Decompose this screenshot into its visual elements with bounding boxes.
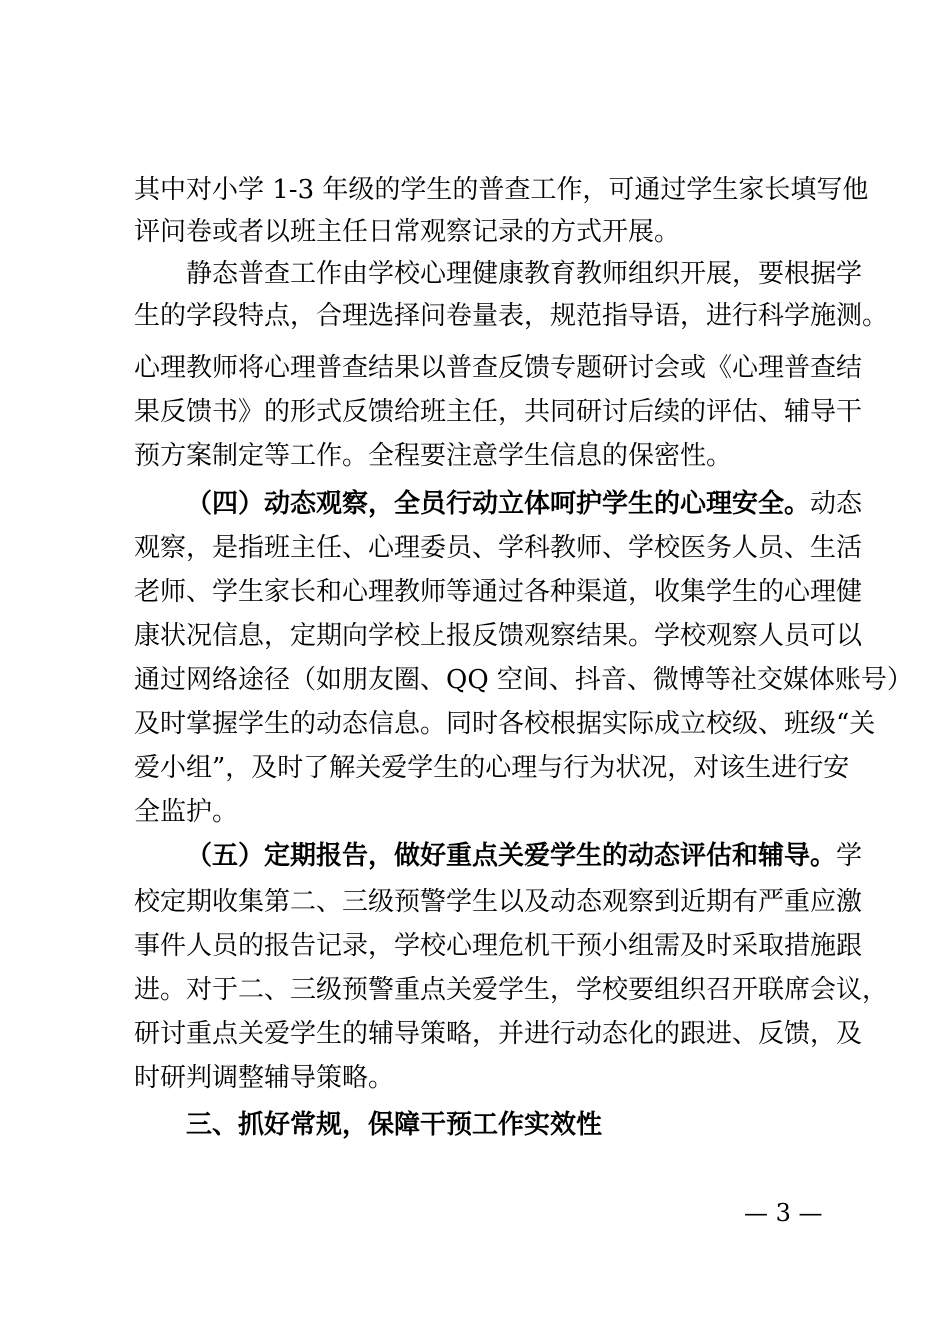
- paragraph-2-line-1: 静态普查工作由学校心理健康教育教师组织开展，要根据学: [186, 259, 863, 289]
- paragraph-4-line-3: 事件人员的报告记录，学校心理危机干预小组需及时采取措施跟: [134, 931, 863, 961]
- paragraph-1-line-2: 评问卷或者以班主任日常观察记录的方式开展。: [134, 217, 681, 247]
- paragraph-3-line-8: 全监护。: [134, 797, 239, 827]
- paragraph-2-line-5: 预方案制定等工作。全程要注意学生信息的保密性。: [134, 441, 733, 471]
- paragraph-3-line-1: [186, 484, 863, 524]
- paragraph-3-line-4: 康状况信息，定期向学校上报反馈观察结果。学校观察人员可以: [134, 621, 863, 651]
- paragraph-3-line-3: 老师、学生家长和心理教师等通过各种渠道，收集学生的心理健: [134, 577, 863, 607]
- paragraph-2-line-3: 心理教师将心理普查结果以普查反馈专题研讨会或《心理普查结: [134, 353, 863, 383]
- paragraph-4-line-5: 研讨重点关爱学生的辅导策略，并进行动态化的跟进、反馈，及: [134, 1019, 863, 1049]
- page-number: — 3 —: [744, 1199, 823, 1227]
- paragraph-1-line-1: 其中对小学 1-3 年级的学生的普查工作，可通过学生家长填写他: [134, 175, 869, 205]
- paragraph-4-line-6: 时研判调整辅导策略。: [134, 1063, 395, 1093]
- paragraph-2-line-2: 生的学段特点，合理选择问卷量表，规范指导语，进行科学施测。: [134, 301, 889, 331]
- paragraph-3-line-5: 通过网络途径（如朋友圈、QQ 空间、抖音、微博等社交媒体账号）: [134, 665, 913, 695]
- paragraph-4-line-1: [186, 836, 863, 876]
- paragraph-4-line-2: 校定期收集第二、三级预警学生以及动态观察到近期有严重应激: [134, 887, 863, 917]
- paragraph-3-lead-rest: 动态: [810, 489, 863, 519]
- paragraph-4-lead-rest: 学: [836, 841, 863, 871]
- paragraph-3-line-7: 爱小组”，及时了解关爱学生的心理与行为状况，对该生进行安: [134, 753, 850, 783]
- paragraph-4-line-4: 进。对于二、三级预警重点关爱学生，学校要组织召开联席会议，: [134, 975, 889, 1005]
- paragraph-3-line-6: 及时掌握学生的动态信息。同时各校根据实际成立校级、班级“关: [134, 709, 876, 739]
- paragraph-3-bold-lead: （四）动态观察，全员行动立体呵护学生的心理安全。: [186, 489, 811, 519]
- paragraph-3-line-2: 观察，是指班主任、心理委员、学科教师、学校医务人员、生活: [134, 533, 863, 563]
- paragraph-2-line-4: 果反馈书》的形式反馈给班主任，共同研讨后续的评估、辅导干: [134, 397, 863, 427]
- section-heading: 三、抓好常规，保障干预工作实效性: [186, 1110, 603, 1140]
- paragraph-4-bold-lead: （五）定期报告，做好重点关爱学生的动态评估和辅导。: [186, 841, 837, 871]
